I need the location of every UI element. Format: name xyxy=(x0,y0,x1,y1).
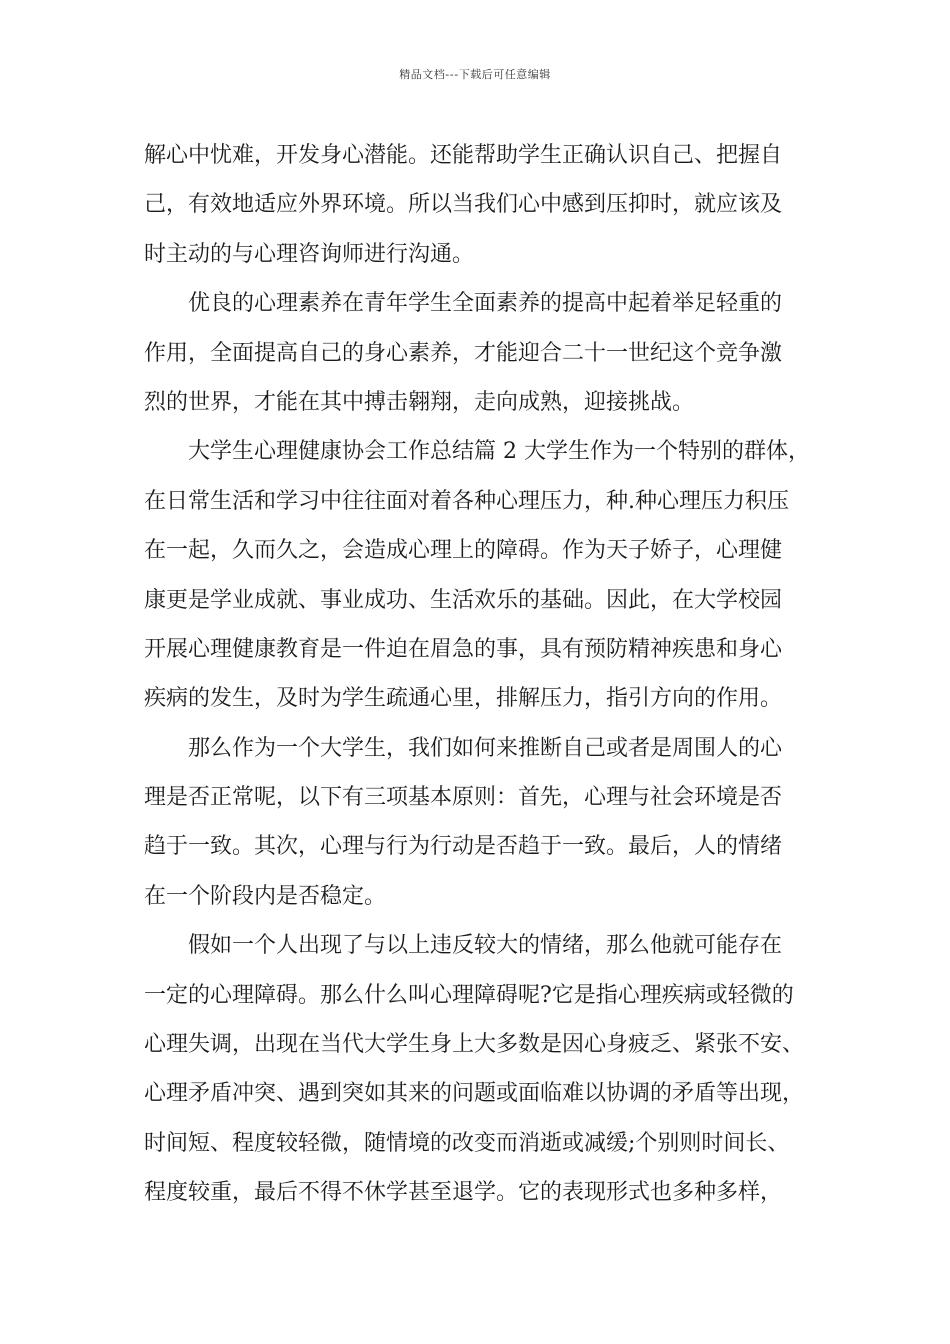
text-line: 开展心理健康教育是一件迫在眉急的事，具有预防精神疾患和身心 xyxy=(144,636,783,662)
text-line: 己，有效地适应外界环境。所以当我们心中感到压抑时，就应该及 xyxy=(144,192,783,218)
text-line: 在一个阶段内是否稳定。 xyxy=(144,883,387,909)
text-line: 疾病的发生，及时为学生疏通心里，排解压力，指引方向的作用。 xyxy=(144,686,783,712)
text-line: 时主动的与心理咨询师进行沟通。 xyxy=(144,241,475,267)
document-body xyxy=(144,131,810,1218)
text-line: 大学生心理健康协会工作总结篇 2 大学生作为一个特别的群体， xyxy=(144,439,810,465)
text-line: 在一起，久而久之，会造成心理上的障碍。作为天子娇子，心理健 xyxy=(144,538,783,564)
text-line: 理是否正常呢，以下有三项基本原则：首先，心理与社会环境是否 xyxy=(144,785,783,811)
text-line: 时间短、程度较轻微，随情境的改变而消逝或减缓;个别则时间长、 xyxy=(144,1130,790,1156)
text-line: 优良的心理素养在青年学生全面素养的提高中起着举足轻重的 xyxy=(144,291,783,317)
text-line: 康更是学业成就、事业成功、生活欢乐的基础。因此，在大学校园 xyxy=(144,587,783,613)
text-line: 一定的心理障碍。那么什么叫心理障碍呢?它是指心理疾病或轻微的 xyxy=(144,982,794,1008)
text-line: 那么作为一个大学生，我们如何来推断自己或者是周围人的心 xyxy=(144,735,783,761)
page-header: 精品文档---下载后可任意编辑 xyxy=(399,68,551,81)
text-line: 心理矛盾冲突、遇到突如其来的问题或面临难以协调的矛盾等出现， xyxy=(144,1081,805,1107)
text-line: 程度较重，最后不得不休学甚至退学。它的表现形式也多种多样， xyxy=(144,1180,783,1206)
text-line: 作用，全面提高自己的身心素养，才能迎合二十一世纪这个竞争激 xyxy=(144,340,783,366)
text-line: 趋于一致。其次，心理与行为行动是否趋于一致。最后，人的情绪 xyxy=(144,834,783,860)
text-line: 心理失调，出现在当代大学生身上大多数是因心身疲乏、紧张不安、 xyxy=(144,1032,805,1058)
text-line: 在日常生活和学习中往往面对着各种心理压力，种.种心理压力积压 xyxy=(144,488,789,514)
text-line: 烈的世界，才能在其中搏击翱翔，走向成熟，迎接挑战。 xyxy=(144,389,695,415)
text-line: 假如一个人出现了与以上违反较大的情绪，那么他就可能存在 xyxy=(144,933,783,959)
text-line: 解心中忧难，开发身心潜能。还能帮助学生正确认识自己、把握自 xyxy=(144,143,783,168)
